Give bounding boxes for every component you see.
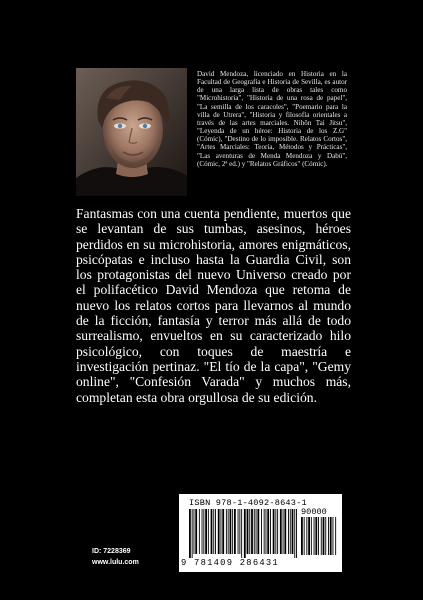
barcode-bar bbox=[267, 509, 269, 554]
price-addon-bars bbox=[301, 517, 337, 559]
barcode-bar bbox=[266, 509, 267, 554]
isbn-label: ISBN 978-1-4092-8643-1 bbox=[189, 498, 307, 508]
price-code: 90000 bbox=[301, 507, 327, 517]
barcode-bar bbox=[325, 517, 326, 555]
barcode-bar bbox=[234, 509, 236, 554]
barcode-bar bbox=[311, 517, 312, 555]
barcode-bar bbox=[314, 517, 315, 555]
barcode-bar bbox=[254, 509, 255, 554]
barcode-bar bbox=[215, 509, 216, 554]
barcode-bar bbox=[321, 517, 322, 555]
barcode-bar bbox=[275, 509, 276, 554]
barcode-bar bbox=[283, 509, 284, 554]
barcode-bar bbox=[199, 509, 200, 554]
barcode-bar bbox=[290, 509, 291, 554]
barcode-bar bbox=[256, 509, 257, 554]
barcode-bar bbox=[218, 509, 220, 554]
barcode-bar bbox=[249, 509, 250, 554]
barcode-bar bbox=[203, 509, 204, 554]
barcode-bar bbox=[315, 517, 317, 555]
barcode-bar bbox=[192, 509, 193, 558]
publisher-url: www.lulu.com bbox=[92, 559, 139, 566]
barcode-bar bbox=[247, 509, 249, 554]
barcode-bar bbox=[308, 517, 310, 555]
barcode-bar bbox=[239, 509, 240, 554]
barcode-bar bbox=[284, 509, 286, 554]
isbn-barcode bbox=[179, 494, 342, 572]
barcode-bar bbox=[244, 509, 246, 558]
barcode-bar bbox=[251, 509, 253, 554]
barcode-bar bbox=[294, 509, 295, 558]
book-blurb: Fantasmas con una cuenta pendiente, muertos que se levantan de sus tumbas, asesinos, héroes perdidos en su microhistoria, amores enigmáticos, psicópatas e incluso hasta la Guardia Civil, son los protagonistas del nuevo Universo creado por el polifacético David Mendoza que retoma de nuevo los relatos cortos para llevarnos al mundo de la ficción, fantasía y terror más allá de todo surrealismo, envueltos en su caracterizado hilo psicológico, con toques de maestría e investigación pertinaz. "El tío de la capa", "Gemy online", "Confesión Varada" y muchos más, completan esta obra orgullosa de su edición. bbox=[76, 206, 351, 405]
barcode-bar bbox=[264, 509, 265, 554]
barcode-bar bbox=[205, 509, 207, 554]
barcode-bar bbox=[261, 509, 262, 554]
barcode-bar bbox=[211, 509, 213, 554]
barcode-bar bbox=[277, 509, 278, 554]
barcode-bar bbox=[306, 517, 307, 555]
barcode-bar bbox=[230, 509, 232, 554]
barcode-bar bbox=[189, 509, 191, 558]
barcode-bar bbox=[238, 509, 239, 554]
barcode-bar bbox=[333, 517, 334, 555]
barcode-bar bbox=[226, 509, 227, 554]
barcode-bar bbox=[296, 509, 297, 558]
barcode-bar bbox=[292, 509, 294, 554]
publisher-info bbox=[92, 546, 139, 568]
barcode-bar bbox=[232, 509, 233, 554]
barcode-bar bbox=[213, 509, 214, 554]
barcode-bar bbox=[228, 509, 229, 554]
author-bio: David Mendoza, licenciado en Historia en la Facultad de Geografía e Historia de Sevilla, es autor de una larga lista de obras tales como "Microhistoria", "Historia de una rosa de papel", "La semilla de los caracoles", "Poemario para la villa de Utrera", "Historia y filosofía orientales a través de las artes marciales. Nihôn Tai Jitsu", "Leyenda de un héroe: Historia de los Z.G" (Cómic), "Destino de lo imposible. Relatos Cortos", "Artes Marciales: Teoría, Métodos y Prácticas", "Las aventuras de Menda Mendoza y Dabú", (Cómic, 2ª ed.) y "Relatos Gráficos" (Cómic). bbox=[197, 70, 347, 168]
ean-barcode-bars bbox=[189, 509, 297, 559]
barcode-bar bbox=[323, 517, 325, 555]
barcode-digits: 9 781409 286431 bbox=[181, 558, 279, 568]
barcode-bar bbox=[301, 517, 303, 555]
barcode-bar bbox=[304, 517, 305, 555]
barcode-bar bbox=[222, 509, 224, 554]
author-portrait-graphic bbox=[76, 68, 187, 196]
barcode-bar bbox=[288, 509, 289, 554]
barcode-bar bbox=[195, 509, 197, 554]
barcode-bar bbox=[208, 509, 209, 554]
barcode-bar bbox=[202, 509, 203, 554]
publisher-id: ID: 7228369 bbox=[92, 548, 131, 555]
barcode-bar bbox=[318, 517, 319, 555]
barcode-bar bbox=[280, 509, 282, 554]
barcode-bar bbox=[241, 509, 242, 558]
barcode-bar bbox=[257, 509, 259, 554]
barcode-bar bbox=[221, 509, 222, 554]
barcode-bar bbox=[335, 517, 336, 555]
barcode-bar bbox=[328, 517, 329, 555]
barcode-bar bbox=[270, 509, 271, 554]
barcode-bar bbox=[194, 509, 195, 554]
barcode-bar bbox=[330, 517, 332, 555]
author-photo bbox=[76, 68, 187, 196]
barcode-bar bbox=[273, 509, 275, 554]
